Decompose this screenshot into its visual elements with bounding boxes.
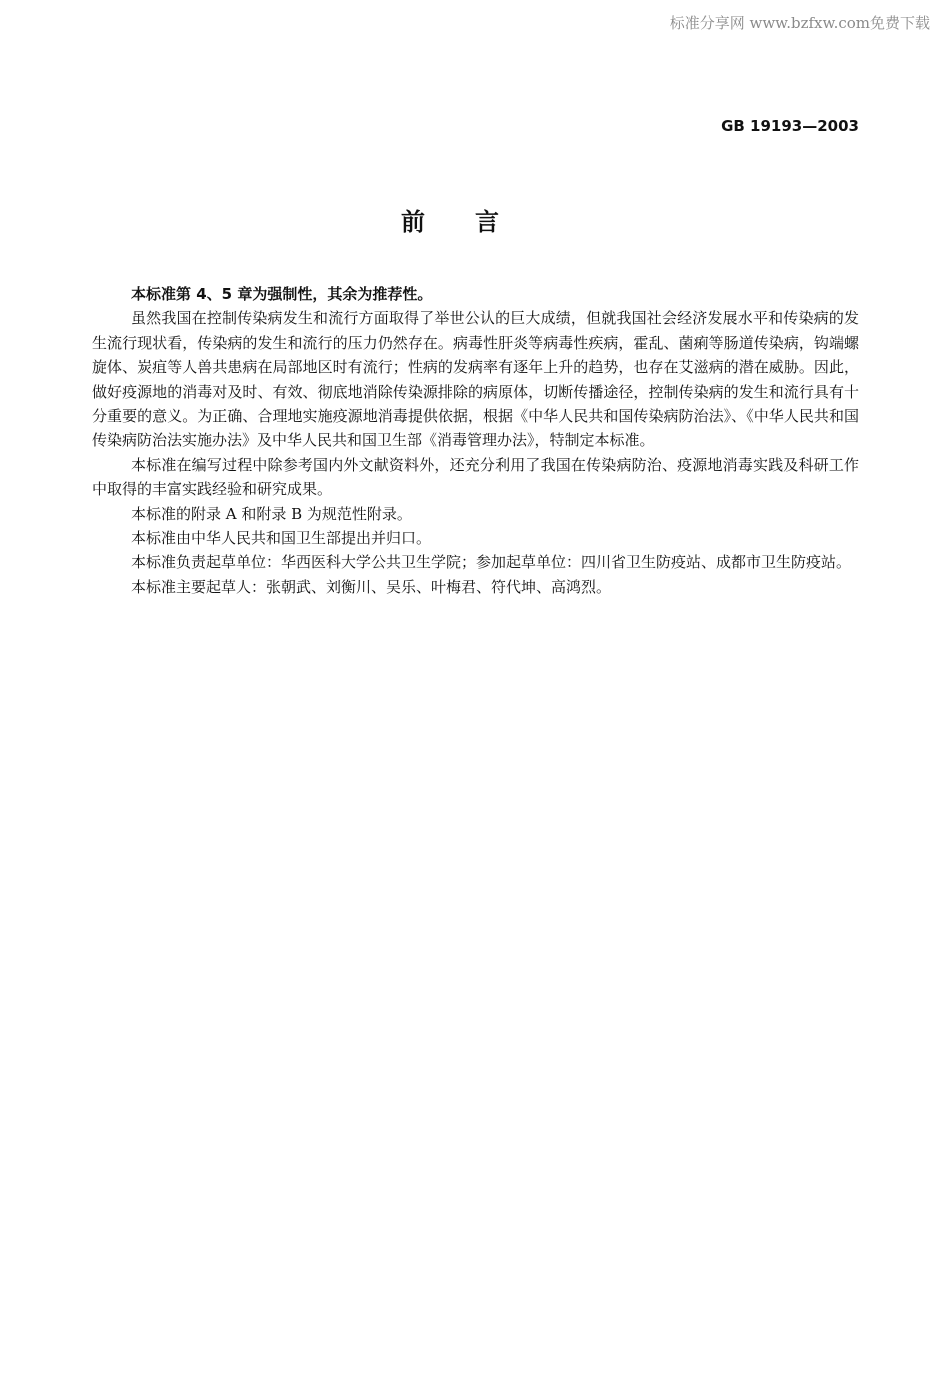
references-paragraph: 本标准在编写过程中除参考国内外文献资料外，还充分利用了我国在传染病防治、疫源地消毒实践及科研工作中取得的丰富实践经验和研究成果。 <box>92 455 859 499</box>
document-body <box>92 282 859 599</box>
drafting-units-paragraph: 本标准负责起草单位：华西医科大学公共卫生学院；参加起草单位：四川省卫生防疫站、成都市卫生防疫站。 <box>131 553 852 572</box>
standard-number: GB 19193—2003 <box>721 117 859 135</box>
background-paragraph: 虽然我国在控制传染病发生和流行方面取得了举世公认的巨大成绩，但就我国社会经济发展水平和传染病的发生流行现状看，传染病的发生和流行的压力仍然存在。病毒性肝炎等病毒性疾病，霍乱、菌痢等肠道传染病，钩端螺旋体、炭疽等人兽共患病在局部地区时有流行；性病的发病率有逐年上升的趋势，也存在艾滋病的潜在威胁。因此，做好疫源地的消毒对及时、有效、彻底地消除传染源排除的病原体，切断传播途径，控制传染病的发生和流行具有十分重要的意义。为正确、合理地实施疫源地消毒提供依据，根据《中华人民共和国传染病防治法》、《中华人民共和国传染病防治法实施办法》及中华人民共和国卫生部《消毒管理办法》，特制定本标准。 <box>92 309 859 450</box>
drafters-paragraph: 本标准主要起草人：张朝武、刘衡川、吴乐、叶梅君、符代坤、高鸿烈。 <box>131 577 612 596</box>
mandatory-clause-paragraph: 本标准第 4、5 章为强制性，其余为推荐性。 <box>131 285 433 303</box>
proposer-paragraph: 本标准由中华人民共和国卫生部提出并归口。 <box>131 529 432 548</box>
watermark-text: 标准分享网 www.bzfxw.com免费下载 <box>669 14 930 32</box>
appendix-paragraph: 本标准的附录 A 和附录 B 为规范性附录。 <box>131 504 412 523</box>
page-title: 前言 <box>401 208 549 236</box>
